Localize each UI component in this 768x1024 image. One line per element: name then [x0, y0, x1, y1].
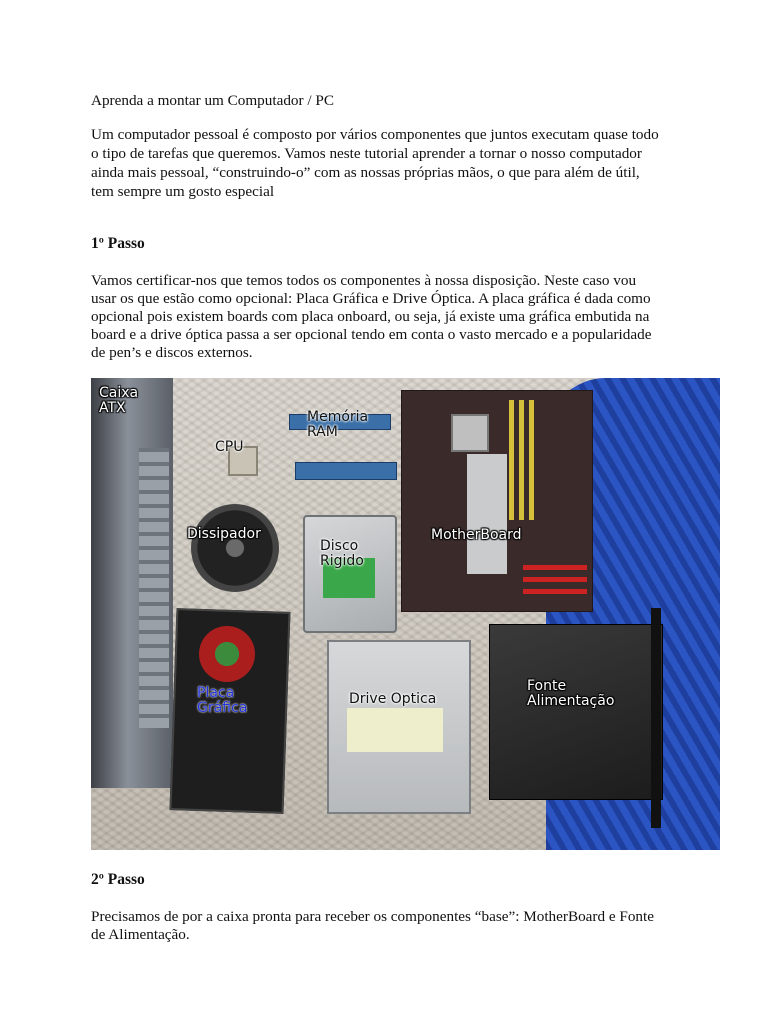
step1-line-2: usar os que estão como opcional: Placa Gráfica e Drive Óptica. A placa gráfica é dada como: [91, 290, 651, 307]
label-memoria-ram: Memória RAM: [307, 409, 369, 440]
step1-line-5: de pen’s e discos externos.: [91, 344, 253, 361]
pcie-slots: [523, 558, 587, 594]
step2-line-1: Precisamos de por a caixa pronta para receber os componentes “base”: MotherBoard e Fonte: [91, 908, 654, 925]
label-drive-optica: Drive Optica: [349, 691, 437, 707]
intro-line-4: tem sempre um gosto especial: [91, 183, 275, 200]
ram-stick-2: [295, 462, 397, 480]
components-photo: [91, 378, 720, 850]
graphics-card-fan: [199, 626, 255, 682]
document-title: Aprenda a montar um Computador / PC: [91, 92, 334, 109]
step2-line-2: de Alimentação.: [91, 926, 190, 943]
step1-line-4: board e a drive óptica passa a ser opcional tendo em conta o vasto mercado e a popularidade: [91, 326, 652, 343]
intro-line-2: o tipo de tarefas que queremos. Vamos neste tutorial aprender a tornar o nosso computador: [91, 145, 642, 162]
power-supply: [489, 624, 663, 800]
optical-drive-sticker: [347, 708, 443, 752]
cpu-socket: [451, 414, 489, 452]
intro-line-1: Um computador pessoal é composto por vários componentes que juntos executam quase todo: [91, 126, 659, 143]
label-caixa-atx: Caixa ATX: [99, 385, 139, 416]
io-shield: [467, 454, 507, 574]
power-supply-cables: [651, 608, 720, 828]
label-motherboard: MotherBoard: [431, 527, 522, 543]
step1-heading: 1º Passo: [91, 235, 145, 252]
label-fonte-alimentacao: Fonte Alimentação: [527, 678, 615, 709]
ram-slots: [509, 400, 539, 520]
step1-line-3: opcional pois existem boards com placa onboard, ou seja, já existe uma gráfica embutida na: [91, 308, 650, 325]
label-cpu: CPU: [215, 439, 244, 455]
cpu-cooler: [191, 504, 279, 592]
step1-line-1: Vamos certificar-nos que temos todos os componentes à nossa disposição. Neste caso vou: [91, 272, 637, 289]
label-dissipador: Dissipador: [187, 526, 261, 542]
label-placa-grafica: Placa Gráfica: [197, 685, 248, 716]
label-disco-rigido: Disco Rigido: [320, 538, 364, 569]
atx-case-panel: [139, 448, 169, 728]
intro-line-3: ainda mais pessoal, “construindo-o” com as nossas próprias mãos, o que para além de útil,: [91, 164, 640, 181]
step2-heading: 2º Passo: [91, 871, 145, 888]
